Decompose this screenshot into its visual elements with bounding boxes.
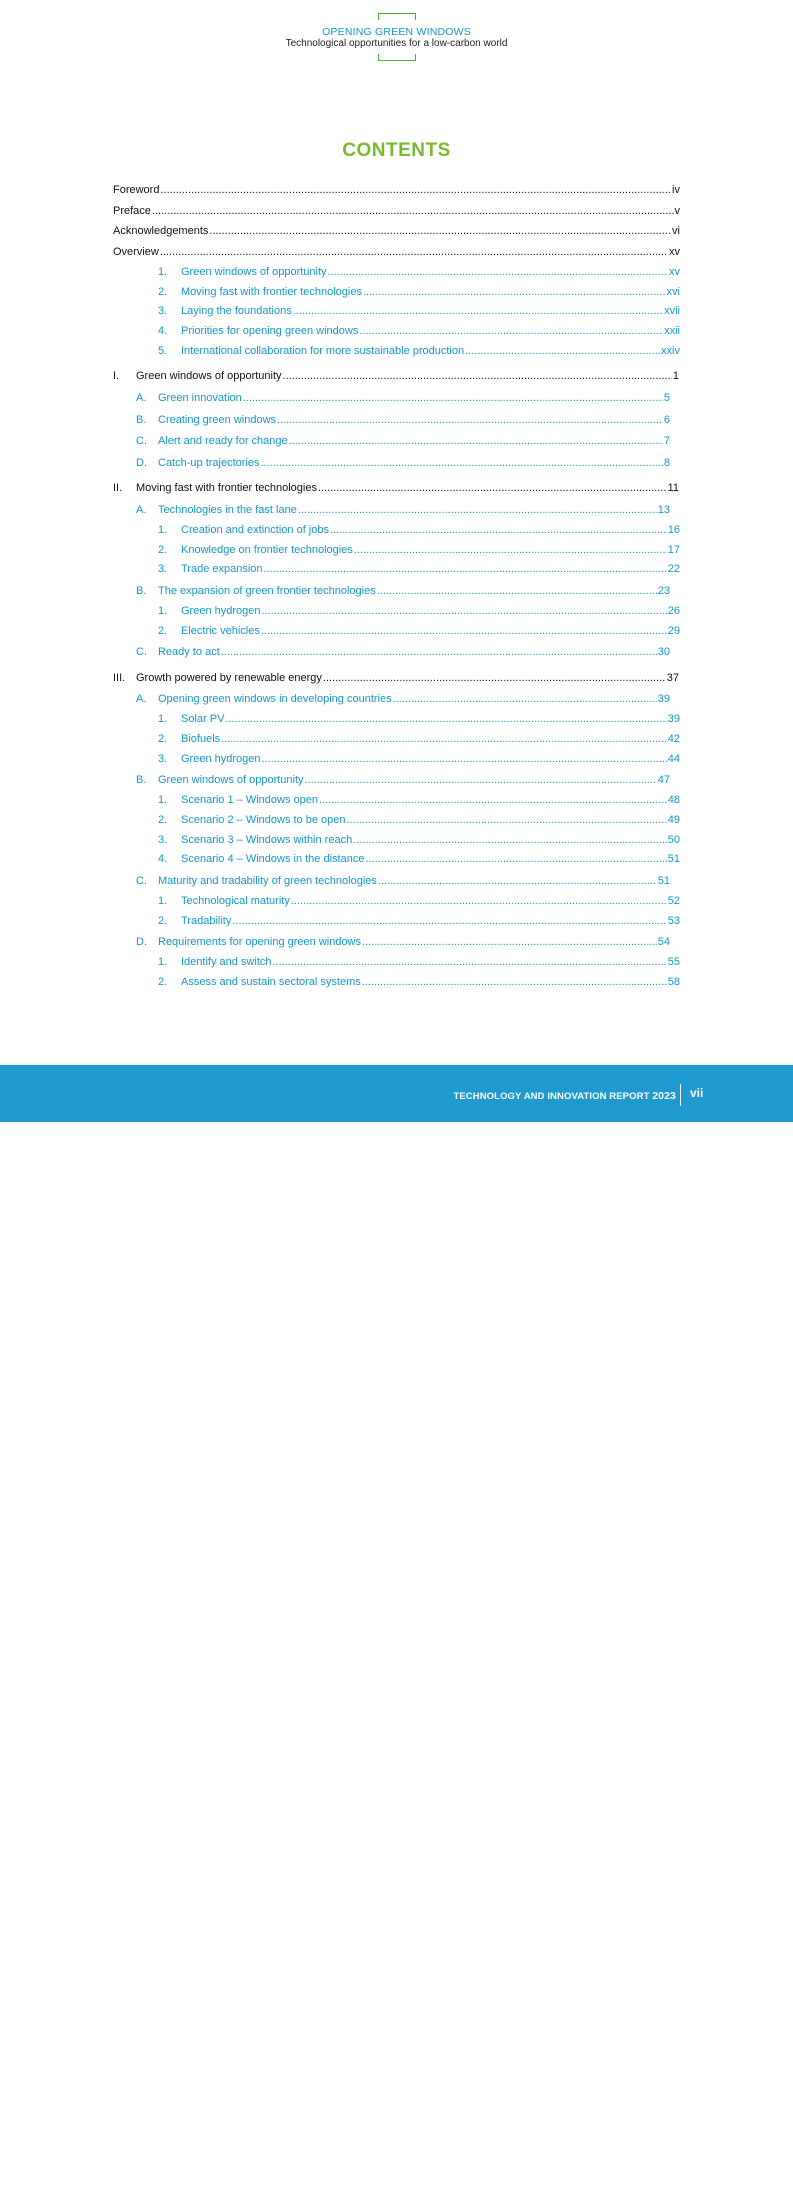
- toc-entry[interactable]: [158, 832, 680, 848]
- toc-entry-page: 17: [667, 544, 680, 556]
- toc-entry-number: 2.: [158, 814, 168, 826]
- toc-entry[interactable]: [158, 323, 680, 339]
- toc-entry[interactable]: [113, 203, 680, 219]
- footer-report-name: TECHNOLOGY AND INNOVATION REPORT: [453, 1091, 650, 1102]
- toc-entry-page: 51: [667, 853, 680, 865]
- toc-leader-dots: [330, 522, 667, 538]
- toc-leader-dots: [353, 832, 667, 848]
- toc-entry-number: 1.: [158, 895, 168, 907]
- toc-entry-label: Biofuels: [181, 733, 221, 745]
- toc-leader-dots: [160, 182, 671, 198]
- toc-entry-number: 1.: [158, 956, 168, 968]
- toc-entry-page: 42: [667, 733, 680, 745]
- watermark: 大数跨境: [10, 2167, 75, 2184]
- toc-entry-page: 58: [667, 976, 680, 988]
- toc-entry-number: B.: [136, 585, 147, 597]
- toc-entry-number: 3.: [158, 563, 168, 575]
- toc-entry-label: Requirements for opening green windows: [158, 936, 362, 948]
- toc-entry-page: 53: [667, 915, 680, 927]
- header-title: OPENING GREEN WINDOWS: [322, 26, 471, 38]
- toc-entry-number: I.: [113, 370, 120, 382]
- toc-entry-page: 39: [657, 693, 670, 705]
- toc-entry-number: 1.: [158, 605, 168, 617]
- toc-entry-page: 48: [667, 794, 680, 806]
- toc-entry-label: Alert and ready for change: [158, 435, 288, 447]
- toc-leader-dots: [225, 711, 666, 727]
- toc-entry[interactable]: [113, 182, 680, 198]
- toc-leader-dots: [319, 792, 667, 808]
- toc-leader-dots: [209, 223, 671, 239]
- header-bracket-bottom: [378, 54, 416, 61]
- toc-entry-label: Laying the foundations: [181, 305, 292, 317]
- toc-leader-dots: [362, 974, 667, 990]
- toc-entry-page: xvi: [666, 286, 680, 298]
- toc-leader-dots: [261, 455, 663, 471]
- footer-report-year: 2023: [652, 1090, 676, 1102]
- toc-entry-page: xvii: [664, 305, 680, 317]
- toc-entry-page: 8: [663, 457, 670, 469]
- toc-entry-label: Foreword: [113, 184, 160, 196]
- toc-entry-page: 22: [667, 563, 680, 575]
- toc-entry-label: Assess and sustain sectoral systems: [181, 976, 361, 988]
- toc-entry-number: 2.: [158, 625, 168, 637]
- toc-entry-number: 2.: [158, 915, 168, 927]
- toc-entry-label: Knowledge on frontier technologies: [181, 544, 353, 556]
- toc-entry-number: 3.: [158, 305, 168, 317]
- toc-entry[interactable]: [158, 851, 680, 867]
- header-bracket-top: [378, 13, 416, 20]
- toc-entry-label: Electric vehicles: [181, 625, 260, 637]
- toc-entry-label: Scenario 1 – Windows open: [181, 794, 318, 806]
- toc-entry[interactable]: [136, 455, 670, 471]
- toc-leader-dots: [318, 480, 667, 496]
- page-title: CONTENTS: [342, 140, 451, 161]
- toc-entry[interactable]: [113, 368, 679, 384]
- toc-entry-page: xxiv: [661, 345, 680, 357]
- toc-leader-dots: [328, 264, 668, 280]
- toc-leader-dots: [378, 873, 657, 889]
- toc-leader-dots: [347, 812, 667, 828]
- running-header: [0, 13, 793, 61]
- toc-entry-number: 1.: [158, 794, 168, 806]
- header-subtitle: Technological opportunities for a low-carbon world: [285, 38, 508, 49]
- page-footer: [0, 1065, 793, 2184]
- toc-entry-page: 6: [663, 414, 670, 426]
- toc-entry[interactable]: [158, 623, 680, 639]
- toc-entry[interactable]: [136, 390, 670, 406]
- toc-entry-label: Green innovation: [158, 392, 242, 404]
- toc-leader-dots: [354, 542, 667, 558]
- toc-entry-number: 3.: [158, 834, 168, 846]
- toc-entry-page: v: [674, 205, 680, 217]
- toc-entry-label: Catch-up trajectories: [158, 457, 260, 469]
- toc-entry-page: 7: [663, 435, 670, 447]
- toc-leader-dots: [152, 203, 674, 219]
- toc-entry[interactable]: [158, 561, 680, 577]
- toc-entry-page: 39: [667, 713, 680, 725]
- toc-entry-number: 2.: [158, 286, 168, 298]
- toc-entry-label: Green hydrogen: [181, 605, 261, 617]
- toc-leader-dots: [291, 893, 667, 909]
- toc-leader-dots: [377, 583, 657, 599]
- toc-entry-label: Maturity and tradability of green technologies: [158, 875, 377, 887]
- toc-entry-page: 49: [667, 814, 680, 826]
- toc-entry-number: A.: [136, 693, 147, 705]
- toc-leader-dots: [359, 323, 663, 339]
- toc-entry[interactable]: [158, 751, 680, 767]
- toc-entry[interactable]: [158, 542, 680, 558]
- toc-leader-dots: [393, 691, 657, 707]
- toc-entry-label: Moving fast with frontier technologies: [136, 482, 317, 494]
- toc-leader-dots: [221, 644, 657, 660]
- toc-entry-label: Overview: [113, 246, 159, 258]
- toc-entry[interactable]: [158, 522, 680, 538]
- toc-entry-label: Creating green windows: [158, 414, 277, 426]
- toc-entry-number: 2.: [158, 544, 168, 556]
- toc-entry[interactable]: [136, 873, 670, 889]
- toc-entry-number: 1.: [158, 524, 168, 536]
- toc-entry[interactable]: [158, 954, 680, 970]
- toc-entry-label: Trade expansion: [181, 563, 263, 575]
- toc-entry-number: C.: [136, 875, 147, 887]
- toc-entry[interactable]: [158, 731, 680, 747]
- toc-entry-number: 1.: [158, 713, 168, 725]
- toc-entry[interactable]: [136, 412, 670, 428]
- toc-entry-number: D.: [136, 936, 147, 948]
- toc-entry-label: Scenario 3 – Windows within reach: [181, 834, 353, 846]
- footer-page-number: vii: [690, 1086, 704, 1100]
- toc-entry[interactable]: [158, 792, 680, 808]
- toc-entry-page: 13: [657, 504, 670, 516]
- toc-leader-dots: [305, 772, 657, 788]
- toc-entry-page: 16: [667, 524, 680, 536]
- toc-entry-page: xv: [669, 266, 680, 278]
- toc-leader-dots: [293, 303, 663, 319]
- toc-entry-page: 11: [667, 482, 679, 494]
- toc-entry-page: 37: [666, 672, 679, 684]
- toc-entry-label: Green windows of opportunity: [181, 266, 327, 278]
- toc-entry-label: Acknowledgements: [113, 225, 209, 237]
- toc-entry-page: 54: [657, 936, 670, 948]
- toc-leader-dots: [221, 731, 667, 747]
- toc-entry[interactable]: [158, 284, 680, 300]
- toc-entry-number: 5.: [158, 345, 168, 357]
- toc-entry-number: C.: [136, 435, 147, 447]
- toc-leader-dots: [323, 670, 666, 686]
- toc-entry-number: II.: [113, 482, 123, 494]
- toc-entry-number: 4.: [158, 325, 168, 337]
- toc-entry-label: Technological maturity: [181, 895, 290, 907]
- toc-leader-dots: [273, 954, 667, 970]
- toc-leader-dots: [264, 561, 667, 577]
- footer-separator: [680, 1084, 681, 1106]
- toc-leader-dots: [243, 390, 663, 406]
- toc-entry[interactable]: [136, 934, 670, 950]
- toc-entry-label: International collaboration for more sustainable production: [181, 345, 465, 357]
- toc-entry[interactable]: [136, 772, 670, 788]
- toc-leader-dots: [289, 433, 663, 449]
- toc-entry[interactable]: [136, 583, 670, 599]
- toc-entry[interactable]: [136, 644, 670, 660]
- toc-entry[interactable]: [158, 303, 680, 319]
- toc-leader-dots: [262, 751, 667, 767]
- toc-entry-number: B.: [136, 414, 147, 426]
- toc-entry-number: D.: [136, 457, 147, 469]
- toc-leader-dots: [160, 244, 668, 260]
- toc-leader-dots: [262, 603, 667, 619]
- toc-leader-dots: [465, 343, 660, 359]
- toc-entry[interactable]: [113, 244, 680, 260]
- toc-entry-page: 55: [667, 956, 680, 968]
- toc-entry[interactable]: [136, 502, 670, 518]
- toc-entry-page: 44: [667, 753, 680, 765]
- toc-entry-page: 1: [672, 370, 679, 382]
- toc-entry[interactable]: [113, 223, 680, 239]
- toc-entry[interactable]: [158, 974, 680, 990]
- toc-entry-number: 4.: [158, 853, 168, 865]
- toc-entry-page: 29: [667, 625, 680, 637]
- toc-leader-dots: [277, 412, 663, 428]
- toc-entry-label: Growth powered by renewable energy: [136, 672, 322, 684]
- toc-entry-page: xv: [669, 246, 680, 258]
- toc-entry-label: Solar PV: [181, 713, 225, 725]
- toc-leader-dots: [365, 851, 666, 867]
- toc-entry-page: xxii: [664, 325, 680, 337]
- toc-entry-page: 23: [657, 585, 670, 597]
- toc-entry[interactable]: [158, 343, 680, 359]
- toc-entry-page: 50: [667, 834, 680, 846]
- footer-report-title: [453, 1090, 676, 1102]
- toc-entry-page: 26: [667, 605, 680, 617]
- toc-entry-label: Green windows of opportunity: [158, 774, 304, 786]
- toc-leader-dots: [363, 284, 666, 300]
- toc-entry-label: Opening green windows in developing countries: [158, 693, 392, 705]
- toc-entry[interactable]: [113, 480, 679, 496]
- toc-entry-page: 52: [667, 895, 680, 907]
- toc-entry-page: 47: [657, 774, 670, 786]
- toc-entry-page: iv: [672, 184, 680, 196]
- toc-entry[interactable]: [158, 264, 680, 280]
- toc-entry-number: 2.: [158, 976, 168, 988]
- toc-entry-page: 30: [657, 646, 670, 658]
- toc-entry[interactable]: [136, 433, 670, 449]
- toc-entry-number: A.: [136, 504, 147, 516]
- toc-entry-label: Scenario 2 – Windows to be open: [181, 814, 346, 826]
- toc-leader-dots: [298, 502, 657, 518]
- toc-entry-number: 1.: [158, 266, 168, 278]
- toc-entry-page: vi: [672, 225, 680, 237]
- toc-entry[interactable]: [158, 893, 680, 909]
- toc-entry[interactable]: [158, 913, 680, 929]
- toc-entry[interactable]: [158, 812, 680, 828]
- toc-leader-dots: [283, 368, 672, 384]
- toc-entry-label: Ready to act: [158, 646, 220, 658]
- toc-entry-label: Creation and extinction of jobs: [181, 524, 329, 536]
- toc-entry-number: III.: [113, 672, 126, 684]
- toc-entry-label: The expansion of green frontier technologies: [158, 585, 376, 597]
- toc-entry-page: 51: [657, 875, 670, 887]
- toc-entry-number: 3.: [158, 753, 168, 765]
- toc-entry-label: Tradability: [181, 915, 232, 927]
- toc-leader-dots: [362, 934, 657, 950]
- toc-entry-number: B.: [136, 774, 147, 786]
- toc-entry-label: Technologies in the fast lane: [158, 504, 297, 516]
- toc-entry-label: Identify and switch: [181, 956, 272, 968]
- toc-entry-label: Green windows of opportunity: [136, 370, 282, 382]
- toc-entry[interactable]: [113, 670, 679, 686]
- toc-entry-label: Priorities for opening green windows: [181, 325, 359, 337]
- toc-leader-dots: [261, 623, 667, 639]
- toc-entry-number: 2.: [158, 733, 168, 745]
- toc-entry-number: A.: [136, 392, 147, 404]
- toc-entry-label: Green hydrogen: [181, 753, 261, 765]
- toc-entry-number: C.: [136, 646, 147, 658]
- toc-entry-label: Preface: [113, 205, 151, 217]
- toc-entry-label: Moving fast with frontier technologies: [181, 286, 362, 298]
- toc-entry[interactable]: [158, 711, 680, 727]
- toc-entry-page: 5: [663, 392, 670, 404]
- toc-entry[interactable]: [158, 603, 680, 619]
- toc-leader-dots: [232, 913, 666, 929]
- toc-entry[interactable]: [136, 691, 670, 707]
- toc-entry-label: Scenario 4 – Windows in the distance: [181, 853, 365, 865]
